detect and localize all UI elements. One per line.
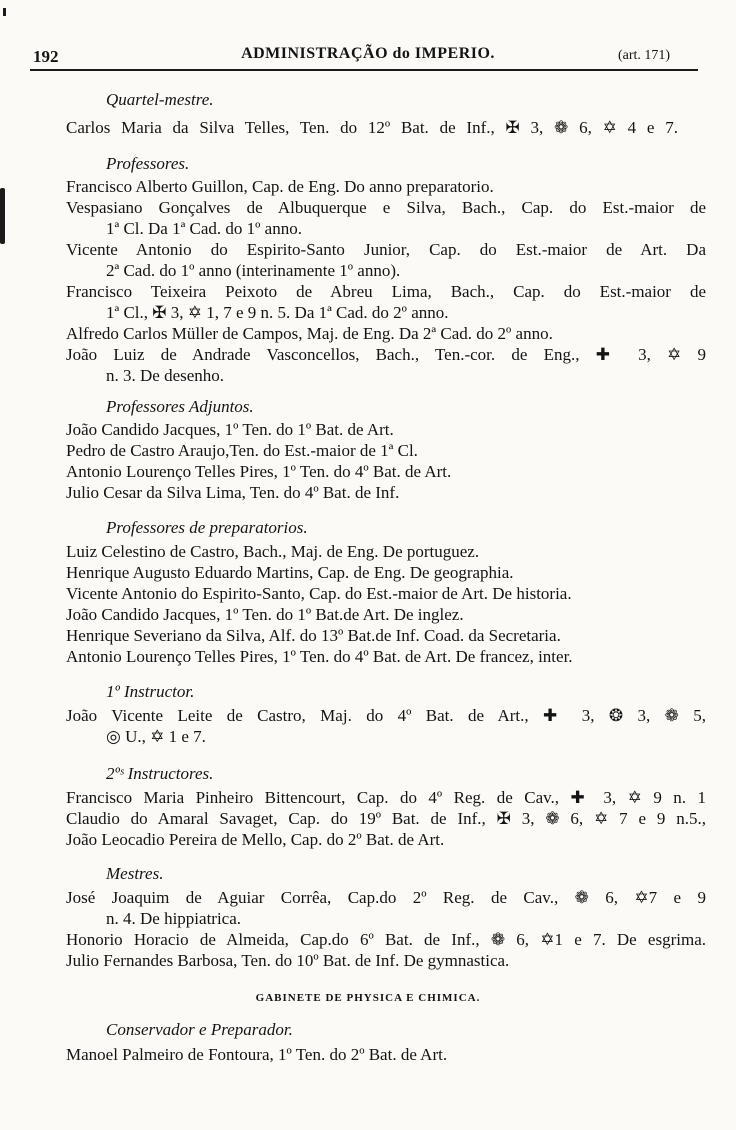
binding-mark — [0, 188, 5, 244]
article-reference: (art. 171) — [618, 48, 671, 63]
entry-line: Claudio do Amaral Savaget, Cap. do 19º Bat. de Inf., ✠ 3, ❁ 6, ✡ 7 e 9 n.5., — [66, 809, 706, 828]
section-heading: Mestres. — [106, 864, 164, 883]
entry-line: Pedro de Castro Araujo,Ten. do Est.-maior de 1ª Cl. — [66, 441, 418, 460]
section-heading: 2ºˢ Instructores. — [106, 764, 214, 783]
header-rule — [30, 69, 698, 71]
entry-line: Francisco Maria Pinheiro Bittencourt, Cap. do 4º Reg. de Cav., ✚ 3, ✡ 9 n. 1 — [66, 788, 706, 807]
entry-line: João Luiz de Andrade Vasconcellos, Bach., Ten.-cor. de Eng., ✚ 3, ✡ 9 — [66, 345, 706, 364]
section-subheading: Conservador e Preparador. — [106, 1020, 293, 1039]
entry-line: Francisco Teixeira Peixoto de Abreu Lima, Bach., Cap. do Est.-maior de — [66, 282, 706, 301]
section-heading: GABINETE DE PHYSICA E CHIMICA. — [255, 992, 481, 1004]
entry-line: Francisco Alberto Guillon, Cap. de Eng. Do anno preparatorio. — [66, 177, 494, 196]
section-heading: Professores Adjuntos. — [106, 397, 254, 416]
entry-line: Vicente Antonio do Espirito-Santo Junior, Cap. do Est.-maior de Art. Da — [66, 240, 706, 259]
entry-line: José Joaquim de Aguiar Corrêa, Cap.do 2º Reg. de Cav., ❁ 6, ✡7 e 9 — [66, 888, 706, 907]
entry-line: Vespasiano Gonçalves de Albuquerque e Silva, Bach., Cap. do Est.-maior de — [66, 198, 706, 217]
binding-mark — [3, 8, 6, 16]
entry-line: Honorio Horacio de Almeida, Cap.do 6º Bat. de Inf., ❁ 6, ✡1 e 7. De esgrima. — [66, 930, 706, 949]
entry-line: João Leocadio Pereira de Mello, Cap. do 2º Bat. de Art. — [66, 830, 445, 849]
section-heading: 1º Instructor. — [106, 682, 195, 701]
entry-line: n. 4. De hippiatrica. — [106, 909, 242, 928]
entry-line: Julio Fernandes Barbosa, Ten. do 10º Bat. de Inf. De gymnastica. — [66, 951, 510, 970]
entry-line: Vicente Antonio do Espirito-Santo, Cap. do Est.-maior de Art. De historia. — [66, 584, 572, 603]
entry-line: n. 3. De desenho. — [106, 366, 225, 385]
entry-line: Henrique Severiano da Silva, Alf. do 13º Bat.de Inf. Coad. da Secretaria. — [66, 626, 561, 645]
section-heading: Professores de preparatorios. — [106, 518, 308, 537]
entry-line: ◎ U., ✡ 1 e 7. — [106, 727, 206, 746]
entry-line: Julio Cesar da Silva Lima, Ten. do 4º Bat. de Inf. — [66, 483, 400, 502]
entry-line: Manoel Palmeiro de Fontoura, 1º Ten. do 2º Bat. de Art. — [66, 1045, 448, 1064]
entry-line: 1ª Cl. Da 1ª Cad. do 1º anno. — [106, 219, 302, 238]
entry-line: João Vicente Leite de Castro, Maj. do 4º Bat. de Art., ✚ 3, ❂ 3, ❁ 5, — [66, 706, 706, 725]
section-heading: Quartel-mestre. — [106, 90, 214, 109]
entry-line: João Candido Jacques, 1º Ten. do 1º Bat. de Art. — [66, 420, 394, 439]
entry-line: Alfredo Carlos Müller de Campos, Maj. de Eng. Da 2ª Cad. do 2º anno. — [66, 324, 553, 343]
section-heading: Professores. — [106, 154, 190, 173]
running-title: ADMINISTRAÇÃO do IMPERIO. — [241, 45, 495, 62]
entry-line: Henrique Augusto Eduardo Martins, Cap. de Eng. De geographia. — [66, 563, 514, 582]
entry-line: 1ª Cl., ✠ 3, ✡ 1, 7 e 9 n. 5. Da 1ª Cad. do 2º anno. — [106, 303, 449, 322]
page-number: 192 — [33, 47, 59, 66]
entry-line: 2ª Cad. do 1º anno (interinamente 1º anno). — [106, 261, 401, 280]
entry-line: Carlos Maria da Silva Telles, Ten. do 12º Bat. de Inf., ✠ 3, ❁ 6, ✡ 4 e 7. — [66, 118, 678, 137]
entry-line: Antonio Lourenço Telles Pires, 1º Ten. do 4º Bat. de Art. — [66, 462, 452, 481]
entry-line: Luiz Celestino de Castro, Bach., Maj. de Eng. De portuguez. — [66, 542, 480, 561]
entry-line: Antonio Lourenço Telles Pires, 1º Ten. do 4º Bat. de Art. De francez, inter. — [66, 647, 573, 666]
entry-line: João Candido Jacques, 1º Ten. do 1º Bat.de Art. De inglez. — [66, 605, 464, 624]
